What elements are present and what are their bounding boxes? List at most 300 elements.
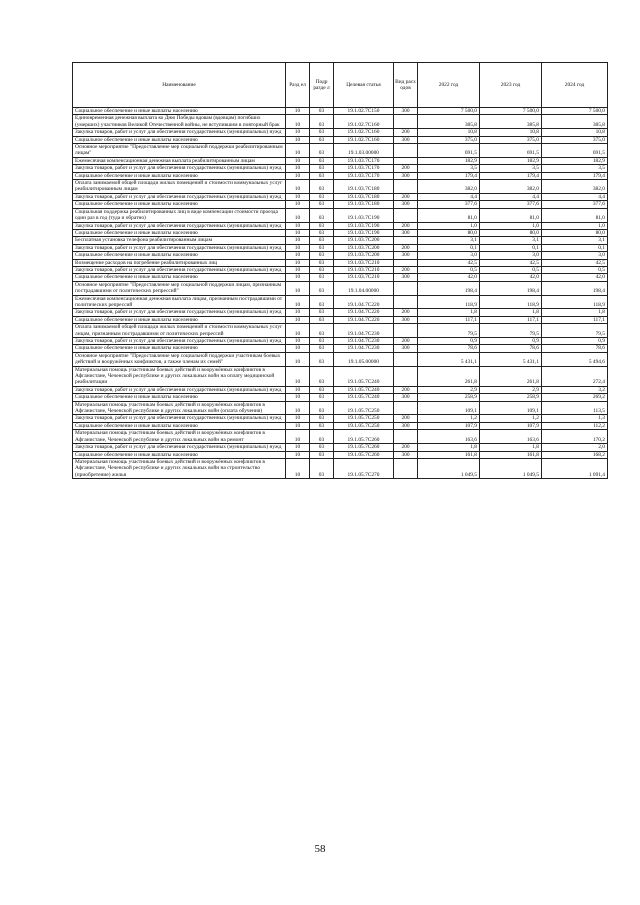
cell-subsection: 03 <box>310 201 334 208</box>
cell-2022: 382,0 <box>418 180 480 194</box>
table-row <box>73 259 608 266</box>
col-header-name: Наименование <box>73 63 286 108</box>
cell-name: Основное мероприятие "Предоставление мер социальной поддержки реабилитированным лицам" <box>73 144 286 158</box>
cell-2024: 382,0 <box>542 180 608 194</box>
cell-subsection: 03 <box>310 274 334 281</box>
cell-section: 10 <box>286 252 310 259</box>
cell-2024: 1,3 <box>542 415 608 422</box>
cell-2022: 385,8 <box>418 115 480 129</box>
cell-subsection: 03 <box>310 157 334 164</box>
cell-section: 10 <box>286 316 310 323</box>
cell-2023: 107,9 <box>480 422 542 429</box>
cell-section: 10 <box>286 309 310 316</box>
cell-2024: 112,2 <box>542 422 608 429</box>
cell-expense-type: 200 <box>394 266 418 273</box>
cell-target: 19.1.03.7C210 <box>334 274 394 281</box>
cell-2023: 42,5 <box>480 259 542 266</box>
cell-target: 19.1.04.7C220 <box>334 309 394 316</box>
cell-name: Основное мероприятие "Предоставление мер социальной поддержки лицам, признанным пострадавшими от политических репрессий" <box>73 281 286 295</box>
cell-2024: 4,4 <box>542 193 608 200</box>
table-row <box>73 266 608 273</box>
cell-subsection: 03 <box>310 401 334 415</box>
page-number: 58 <box>314 843 326 855</box>
cell-name: Ежемесячная компенсационная денежная выплата лицам, признанным пострадавшими от политических репрессий <box>73 295 286 309</box>
cell-2022: 2,9 <box>418 386 480 393</box>
table-row <box>73 415 608 422</box>
cell-target: 19.1.03.7C170 <box>334 172 394 179</box>
cell-name: Закупка товаров, работ и услуг для обеспечения государственных (муниципальных) нужд <box>73 444 286 451</box>
cell-2024: 168,2 <box>542 451 608 458</box>
cell-target: 19.1.05.7C260 <box>334 451 394 458</box>
cell-target: 19.1.05.7C240 <box>334 366 394 386</box>
table-row <box>73 352 608 366</box>
cell-target: 19.1.03.7C210 <box>334 259 394 266</box>
cell-expense-type: 200 <box>394 129 418 136</box>
cell-2024: 42,0 <box>542 274 608 281</box>
cell-section: 10 <box>286 266 310 273</box>
table-row <box>73 295 608 309</box>
cell-section: 10 <box>286 136 310 143</box>
table-row <box>73 208 608 222</box>
table-row <box>73 129 608 136</box>
cell-2022: 4,4 <box>418 193 480 200</box>
cell-2023: 261,8 <box>480 366 542 386</box>
cell-subsection: 03 <box>310 136 334 143</box>
cell-expense-type <box>394 295 418 309</box>
cell-2023: 80,0 <box>480 229 542 236</box>
cell-subsection: 03 <box>310 345 334 352</box>
cell-2024: 691,5 <box>542 144 608 158</box>
cell-2023: 182,9 <box>480 157 542 164</box>
cell-expense-type <box>394 430 418 444</box>
cell-2024: 170,2 <box>542 430 608 444</box>
cell-subsection: 03 <box>310 309 334 316</box>
cell-target: 19.1.05.7C250 <box>334 401 394 415</box>
cell-target: 19.1.05.7C240 <box>334 394 394 401</box>
cell-section: 10 <box>286 451 310 458</box>
cell-2024: 117,1 <box>542 316 608 323</box>
table-row <box>73 422 608 429</box>
cell-2024: 118,9 <box>542 295 608 309</box>
cell-2022: 42,0 <box>418 274 480 281</box>
cell-2022: 0,1 <box>418 244 480 251</box>
table-row <box>73 338 608 345</box>
table-row <box>73 401 608 415</box>
cell-2024: 2,0 <box>542 444 608 451</box>
cell-2022: 0,5 <box>418 266 480 273</box>
cell-2024: 0,9 <box>542 338 608 345</box>
cell-target: 19.1.04.7C230 <box>334 338 394 345</box>
cell-2022: 3,1 <box>418 237 480 244</box>
cell-2023: 118,9 <box>480 295 542 309</box>
cell-section: 10 <box>286 129 310 136</box>
cell-section: 10 <box>286 201 310 208</box>
cell-target: 19.1.02.7C160 <box>334 115 394 129</box>
cell-2022: 1,8 <box>418 444 480 451</box>
cell-2022: 375,0 <box>418 136 480 143</box>
cell-name: Социальное обеспечение и иные выплаты населению <box>73 422 286 429</box>
cell-2024: 79,5 <box>542 324 608 338</box>
cell-section: 10 <box>286 180 310 194</box>
cell-expense-type <box>394 237 418 244</box>
cell-name: Социальное обеспечение и иные выплаты населению <box>73 274 286 281</box>
cell-name: Социальное обеспечение и иные выплаты населению <box>73 252 286 259</box>
cell-name: Закупка товаров, работ и услуг для обеспечения государственных (муниципальных) нужд <box>73 222 286 229</box>
cell-target: 19.1.03.7C190 <box>334 208 394 222</box>
cell-target: 19.1.04.00000 <box>334 281 394 295</box>
cell-name: Социальное обеспечение и иные выплаты населению <box>73 172 286 179</box>
cell-2022: 179,4 <box>418 172 480 179</box>
cell-section: 10 <box>286 259 310 266</box>
cell-2022: 161,8 <box>418 451 480 458</box>
cell-2022: 182,9 <box>418 157 480 164</box>
cell-section: 10 <box>286 352 310 366</box>
cell-2023: 109,1 <box>480 401 542 415</box>
cell-section: 10 <box>286 366 310 386</box>
cell-2023: 81,0 <box>480 208 542 222</box>
col-header-section: Разд ел <box>286 63 310 108</box>
cell-2022: 80,0 <box>418 229 480 236</box>
cell-2024: 42,5 <box>542 259 608 266</box>
cell-2024: 5 494,6 <box>542 352 608 366</box>
cell-2022: 258,9 <box>418 394 480 401</box>
cell-2024: 1 091,4 <box>542 458 608 478</box>
cell-subsection: 03 <box>310 259 334 266</box>
cell-name: Материальная помощь участникам боевых действий и вооружённых конфликтов в Афганистане, Чеченской республике и других локальных войн на строительство (приобретение) жилья <box>73 458 286 478</box>
table-header-row <box>73 63 608 108</box>
cell-subsection: 03 <box>310 108 334 115</box>
cell-expense-type: 300 <box>394 229 418 236</box>
cell-2022: 1 049,5 <box>418 458 480 478</box>
cell-name: Социальное обеспечение и иные выплаты населению <box>73 108 286 115</box>
cell-2022: 377,6 <box>418 201 480 208</box>
cell-2022: 1,8 <box>418 309 480 316</box>
cell-name: Социальное обеспечение и иные выплаты населению <box>73 394 286 401</box>
cell-target: 19.1.05.7C260 <box>334 444 394 451</box>
cell-2024: 81,0 <box>542 208 608 222</box>
cell-expense-type: 300 <box>394 274 418 281</box>
cell-section: 10 <box>286 386 310 393</box>
table-row <box>73 281 608 295</box>
col-header-2022: 2022 год <box>418 63 480 108</box>
cell-subsection: 03 <box>310 458 334 478</box>
cell-section: 10 <box>286 157 310 164</box>
cell-name: Основное мероприятие "Предоставление мер социальной поддержки участникам боевых действий и вооружённых конфликтов, а также членам их семей" <box>73 352 286 366</box>
cell-expense-type <box>394 366 418 386</box>
cell-expense-type: 300 <box>394 136 418 143</box>
table-row <box>73 237 608 244</box>
cell-subsection: 03 <box>310 422 334 429</box>
cell-expense-type: 300 <box>394 422 418 429</box>
cell-2022: 78,6 <box>418 345 480 352</box>
cell-target: 19.1.05.7C250 <box>334 422 394 429</box>
cell-2024: 375,0 <box>542 136 608 143</box>
cell-subsection: 03 <box>310 430 334 444</box>
cell-name: Единовременная денежная выплата ко Дню Победы вдовам (вдовцам) погибших (умерших) участников Великой Отечественной войны, не вступившим в повторный брак <box>73 115 286 129</box>
cell-name: Бесплатная установка телефона реабилитированным лицам <box>73 237 286 244</box>
table-row <box>73 108 608 115</box>
table-row <box>73 144 608 158</box>
cell-2023: 1,8 <box>480 444 542 451</box>
cell-section: 10 <box>286 430 310 444</box>
cell-subsection: 03 <box>310 394 334 401</box>
cell-target: 19.1.05.00000 <box>334 352 394 366</box>
cell-subsection: 03 <box>310 222 334 229</box>
table-row <box>73 345 608 352</box>
cell-2023: 42,0 <box>480 274 542 281</box>
col-header-2024: 2024 год <box>542 63 608 108</box>
table-body <box>73 108 608 479</box>
cell-subsection: 03 <box>310 208 334 222</box>
cell-target: 19.1.04.7C230 <box>334 345 394 352</box>
cell-2024: 1,0 <box>542 222 608 229</box>
cell-2023: 1 049,5 <box>480 458 542 478</box>
cell-2022: 10,8 <box>418 129 480 136</box>
cell-target: 19.1.03.7C190 <box>334 222 394 229</box>
cell-subsection: 03 <box>310 444 334 451</box>
cell-expense-type <box>394 352 418 366</box>
table-row <box>73 157 608 164</box>
cell-subsection: 03 <box>310 451 334 458</box>
cell-expense-type: 300 <box>394 201 418 208</box>
cell-section: 10 <box>286 208 310 222</box>
cell-subsection: 03 <box>310 281 334 295</box>
cell-name: Социальное обеспечение и иные выплаты населению <box>73 345 286 352</box>
cell-2024: 3,2 <box>542 386 608 393</box>
table-row <box>73 201 608 208</box>
cell-target: 19.1.03.7C180 <box>334 193 394 200</box>
cell-name: Закупка товаров, работ и услуг для обеспечения государственных (муниципальных) нужд <box>73 165 286 172</box>
table-row <box>73 229 608 236</box>
cell-2023: 375,0 <box>480 136 542 143</box>
table-row <box>73 172 608 179</box>
cell-2022: 109,1 <box>418 401 480 415</box>
col-header-expense-type: Вид расх одов <box>394 63 418 108</box>
cell-name: Социальное обеспечение и иные выплаты населению <box>73 316 286 323</box>
cell-2023: 385,8 <box>480 115 542 129</box>
cell-2023: 691,5 <box>480 144 542 158</box>
cell-2022: 42,5 <box>418 259 480 266</box>
cell-expense-type: 200 <box>394 386 418 393</box>
cell-expense-type: 300 <box>394 345 418 352</box>
cell-section: 10 <box>286 295 310 309</box>
cell-section: 10 <box>286 444 310 451</box>
cell-name: Материальная помощь участникам боевых действий и вооружённых конфликтов в Афганистане, Чеченской республике и других локальных войн на оплату медицинской реабилитации <box>73 366 286 386</box>
cell-target: 19.1.04.7C220 <box>334 295 394 309</box>
cell-target: 19.1.05.7C240 <box>334 386 394 393</box>
cell-2023: 79,5 <box>480 324 542 338</box>
cell-name: Ежемесячная компенсационная денежная выплата реабилитированным лицам <box>73 157 286 164</box>
cell-2023: 3,1 <box>480 237 542 244</box>
cell-name: Закупка товаров, работ и услуг для обеспечения государственных (муниципальных) нужд <box>73 266 286 273</box>
cell-target: 19.1.05.7C260 <box>334 430 394 444</box>
cell-name: Возмещение расходов на погребение реабилитированных лиц <box>73 259 286 266</box>
cell-expense-type: 200 <box>394 244 418 251</box>
table-row <box>73 451 608 458</box>
table-row <box>73 222 608 229</box>
cell-subsection: 03 <box>310 172 334 179</box>
table-row <box>73 366 608 386</box>
cell-2024: 198,4 <box>542 281 608 295</box>
cell-2024: 179,4 <box>542 172 608 179</box>
table-row <box>73 136 608 143</box>
cell-expense-type <box>394 208 418 222</box>
cell-subsection: 03 <box>310 338 334 345</box>
cell-subsection: 03 <box>310 115 334 129</box>
cell-target: 19.1.02.7C150 <box>334 108 394 115</box>
cell-target: 19.1.04.7C220 <box>334 316 394 323</box>
cell-section: 10 <box>286 422 310 429</box>
table-row <box>73 324 608 338</box>
col-header-target: Целевая статья <box>334 63 394 108</box>
cell-expense-type <box>394 458 418 478</box>
table-row <box>73 394 608 401</box>
cell-subsection: 03 <box>310 229 334 236</box>
cell-section: 10 <box>286 394 310 401</box>
cell-2022: 107,9 <box>418 422 480 429</box>
cell-2022: 0,9 <box>418 338 480 345</box>
cell-target: 19.1.03.7C210 <box>334 266 394 273</box>
table-row <box>73 444 608 451</box>
cell-name: Закупка товаров, работ и услуг для обеспечения государственных (муниципальных) нужд <box>73 244 286 251</box>
cell-subsection: 03 <box>310 144 334 158</box>
cell-2022: 118,9 <box>418 295 480 309</box>
cell-target: 19.1.05.7C270 <box>334 458 394 478</box>
cell-2023: 78,6 <box>480 345 542 352</box>
cell-section: 10 <box>286 281 310 295</box>
table-row <box>73 244 608 251</box>
table-row <box>73 386 608 393</box>
cell-2023: 382,0 <box>480 180 542 194</box>
cell-2024: 269,2 <box>542 394 608 401</box>
cell-2022: 81,0 <box>418 208 480 222</box>
table-row <box>73 165 608 172</box>
cell-expense-type <box>394 157 418 164</box>
table-row <box>73 316 608 323</box>
table-row <box>73 430 608 444</box>
cell-2022: 261,8 <box>418 366 480 386</box>
cell-2022: 117,1 <box>418 316 480 323</box>
table-row <box>73 274 608 281</box>
cell-2023: 1,8 <box>480 309 542 316</box>
cell-name: Закупка товаров, работ и услуг для обеспечения государственных (муниципальных) нужд <box>73 193 286 200</box>
cell-target: 19.1.03.7C180 <box>334 180 394 194</box>
cell-2023: 7 500,0 <box>480 108 542 115</box>
col-header-2023: 2023 год <box>480 63 542 108</box>
cell-2024: 10,8 <box>542 129 608 136</box>
cell-2023: 3,5 <box>480 165 542 172</box>
cell-expense-type <box>394 259 418 266</box>
cell-2023: 179,4 <box>480 172 542 179</box>
cell-target: 19.1.03.7C170 <box>334 157 394 164</box>
cell-subsection: 03 <box>310 415 334 422</box>
cell-2022: 198,4 <box>418 281 480 295</box>
cell-expense-type: 300 <box>394 316 418 323</box>
cell-name: Социальная поддержка реабилитированных лиц в виде компенсации стоимости проезда один раз в год (туда и обратно) <box>73 208 286 222</box>
cell-2023: 0,1 <box>480 244 542 251</box>
cell-section: 10 <box>286 415 310 422</box>
cell-2023: 5 431,1 <box>480 352 542 366</box>
cell-section: 10 <box>286 144 310 158</box>
cell-expense-type: 200 <box>394 338 418 345</box>
cell-2022: 1,2 <box>418 415 480 422</box>
cell-2024: 3,5 <box>542 165 608 172</box>
budget-table <box>72 62 608 479</box>
cell-expense-type <box>394 324 418 338</box>
cell-target: 19.1.03.7C180 <box>334 201 394 208</box>
cell-target: 19.1.03.7C200 <box>334 252 394 259</box>
table-row <box>73 115 608 129</box>
cell-section: 10 <box>286 338 310 345</box>
table-row <box>73 309 608 316</box>
cell-2024: 80,0 <box>542 229 608 236</box>
cell-target: 19.1.03.7C200 <box>334 237 394 244</box>
cell-section: 10 <box>286 108 310 115</box>
cell-target: 19.1.03.00000 <box>334 144 394 158</box>
cell-2024: 78,6 <box>542 345 608 352</box>
cell-2023: 0,9 <box>480 338 542 345</box>
cell-expense-type: 300 <box>394 252 418 259</box>
cell-expense-type <box>394 144 418 158</box>
cell-expense-type: 200 <box>394 193 418 200</box>
cell-expense-type: 300 <box>394 451 418 458</box>
cell-2024: 182,9 <box>542 157 608 164</box>
col-header-subsection: Подр разде л <box>310 63 334 108</box>
cell-target: 19.1.03.7C190 <box>334 229 394 236</box>
cell-section: 10 <box>286 274 310 281</box>
cell-subsection: 03 <box>310 165 334 172</box>
cell-subsection: 03 <box>310 129 334 136</box>
cell-subsection: 03 <box>310 244 334 251</box>
cell-2023: 0,5 <box>480 266 542 273</box>
cell-2022: 691,5 <box>418 144 480 158</box>
cell-2023: 117,1 <box>480 316 542 323</box>
cell-2024: 7 500,0 <box>542 108 608 115</box>
cell-2022: 1,0 <box>418 222 480 229</box>
cell-2024: 272,4 <box>542 366 608 386</box>
cell-name: Социальное обеспечение и иные выплаты населению <box>73 201 286 208</box>
cell-subsection: 03 <box>310 352 334 366</box>
cell-2024: 385,8 <box>542 115 608 129</box>
cell-target: 19.1.04.7C230 <box>334 324 394 338</box>
cell-section: 10 <box>286 229 310 236</box>
cell-2022: 79,5 <box>418 324 480 338</box>
cell-subsection: 03 <box>310 316 334 323</box>
cell-2023: 4,4 <box>480 193 542 200</box>
cell-expense-type: 300 <box>394 108 418 115</box>
cell-2023: 163,6 <box>480 430 542 444</box>
cell-2023: 198,4 <box>480 281 542 295</box>
cell-section: 10 <box>286 244 310 251</box>
cell-subsection: 03 <box>310 237 334 244</box>
cell-section: 10 <box>286 458 310 478</box>
cell-name: Оплата занимаемой общей площади жилых помещений и стоимости коммунальных услуг лицам, признанным пострадавшими от политических репрессий <box>73 324 286 338</box>
cell-target: 19.1.02.7C160 <box>334 129 394 136</box>
cell-section: 10 <box>286 324 310 338</box>
cell-name: Социальное обеспечение и иные выплаты населению <box>73 229 286 236</box>
cell-2024: 113,5 <box>542 401 608 415</box>
cell-section: 10 <box>286 222 310 229</box>
cell-expense-type: 200 <box>394 165 418 172</box>
cell-name: Материальная помощь участникам боевых действий и вооружённых конфликтов в Афганистане, Чеченской республике и других локальных войн (оплата обучения) <box>73 401 286 415</box>
cell-expense-type <box>394 115 418 129</box>
table-row <box>73 252 608 259</box>
table-row <box>73 458 608 478</box>
cell-2024: 0,1 <box>542 244 608 251</box>
cell-section: 10 <box>286 115 310 129</box>
cell-expense-type: 200 <box>394 415 418 422</box>
cell-subsection: 03 <box>310 366 334 386</box>
